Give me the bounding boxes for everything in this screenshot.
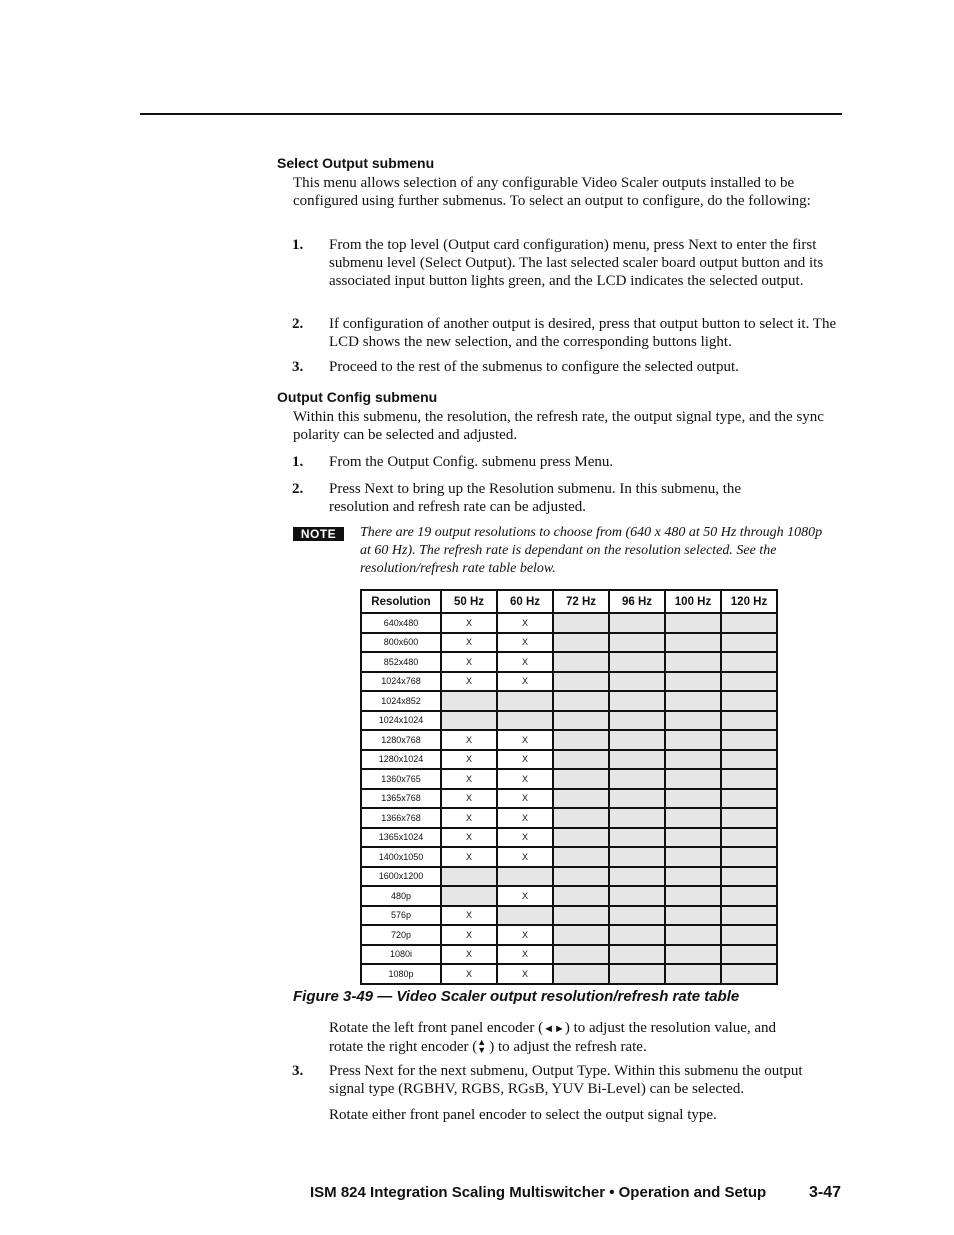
rate-cell xyxy=(721,964,777,984)
rate-cell xyxy=(553,789,609,809)
table-row xyxy=(361,769,777,789)
rate-cell xyxy=(553,847,609,867)
step-text: From the top level (Output card configuration) menu, press Next to enter the first submenu level (Select Output). The last selected scaler board output button and its associated input button lights green, and the LCD indicates the selected output. xyxy=(329,237,824,289)
table-row xyxy=(361,886,777,906)
rate-cell xyxy=(553,808,609,828)
rate-cell xyxy=(609,750,665,770)
table-row xyxy=(361,925,777,945)
resolution-cell: 480p xyxy=(361,886,441,906)
rate-cell xyxy=(553,730,609,750)
rate-cell xyxy=(609,906,665,926)
rate-cell: X xyxy=(497,925,553,945)
note-text: There are 19 output resolutions to choose from (640 x 480 at 50 Hz through 1080p at 60 Hz). The refresh rate is dependant on the resolution selected. See the resolution/refresh rate table below. xyxy=(360,525,823,576)
rate-cell: X xyxy=(441,672,497,692)
step-text: If configuration of another output is desired, press that output button to select it. The LCD shows the new selection, and the corresponding buttons light. xyxy=(329,316,837,350)
rotate-text: ) to adjust the refresh rate. xyxy=(489,1039,647,1055)
rate-cell: X xyxy=(441,847,497,867)
rate-cell xyxy=(609,828,665,848)
rate-cell xyxy=(609,925,665,945)
step-number: 1. xyxy=(292,454,304,470)
rate-cell xyxy=(497,906,553,926)
resolution-cell: 800x600 xyxy=(361,633,441,653)
rate-cell: X xyxy=(497,964,553,984)
rotate-text: Rotate the left front panel encoder ( xyxy=(329,1020,544,1036)
page-number: 3-47 xyxy=(809,1184,842,1201)
column-header: Resolution xyxy=(361,590,441,613)
section-intro-select-output: This menu allows selection of any configurable Video Scaler outputs installed to be configured using further submenus. To select an output to configure, do the following: xyxy=(293,175,811,209)
resolution-refresh-table xyxy=(360,589,778,985)
resolution-cell: 1366x768 xyxy=(361,808,441,828)
rate-cell: X xyxy=(441,906,497,926)
rate-cell xyxy=(497,711,553,731)
rate-cell: X xyxy=(441,808,497,828)
rate-cell: X xyxy=(497,769,553,789)
rate-cell xyxy=(553,925,609,945)
rate-cell xyxy=(721,789,777,809)
rate-cell xyxy=(665,964,721,984)
rate-cell xyxy=(609,847,665,867)
rate-cell xyxy=(553,633,609,653)
rate-cell: X xyxy=(497,730,553,750)
rate-cell xyxy=(609,769,665,789)
left-right-arrows-icon: ◄► xyxy=(543,1023,565,1035)
table-row xyxy=(361,867,777,887)
rate-cell xyxy=(553,945,609,965)
table-row xyxy=(361,672,777,692)
rate-cell xyxy=(609,711,665,731)
rate-cell xyxy=(665,769,721,789)
column-header: 72 Hz xyxy=(553,590,609,613)
rate-cell xyxy=(441,711,497,731)
rate-cell xyxy=(721,750,777,770)
resolution-cell: 720p xyxy=(361,925,441,945)
rate-cell xyxy=(721,711,777,731)
table-row xyxy=(361,964,777,984)
rate-cell xyxy=(721,769,777,789)
step-number: 2. xyxy=(292,316,304,332)
table-row xyxy=(361,711,777,731)
rate-cell xyxy=(609,945,665,965)
rate-cell xyxy=(665,613,721,633)
rate-cell xyxy=(665,691,721,711)
rate-cell xyxy=(665,945,721,965)
rate-cell xyxy=(665,828,721,848)
rate-cell xyxy=(721,633,777,653)
rotate-text: rotate the right encoder ( xyxy=(329,1039,478,1055)
rate-cell xyxy=(553,652,609,672)
rate-cell xyxy=(665,711,721,731)
step-text: Press Next for the next submenu, Output Type. Within this submenu the output signal type (RGBHV, RGBS, RGsB, YUV Bi-Level) can be selected. xyxy=(329,1063,803,1097)
rate-cell xyxy=(609,691,665,711)
rate-cell xyxy=(609,652,665,672)
rate-cell: X xyxy=(441,925,497,945)
rate-cell xyxy=(721,730,777,750)
rate-cell xyxy=(553,906,609,926)
rate-cell xyxy=(721,828,777,848)
rate-cell: X xyxy=(441,613,497,633)
rate-cell xyxy=(609,672,665,692)
rate-cell xyxy=(721,867,777,887)
rate-cell xyxy=(441,691,497,711)
rate-cell: X xyxy=(497,750,553,770)
rate-cell xyxy=(665,925,721,945)
rate-cell xyxy=(553,613,609,633)
resolution-cell: 852x480 xyxy=(361,652,441,672)
final-instruction: Rotate either front panel encoder to select the output signal type. xyxy=(329,1107,717,1123)
table-row xyxy=(361,828,777,848)
section-intro-output-config: Within this submenu, the resolution, the refresh rate, the output signal type, and the sync polarity can be selected and adjusted. xyxy=(293,409,824,443)
step-number: 3. xyxy=(292,1063,304,1079)
resolution-cell: 1365x768 xyxy=(361,789,441,809)
rate-cell xyxy=(553,672,609,692)
rate-cell xyxy=(553,964,609,984)
table-row xyxy=(361,730,777,750)
rate-cell xyxy=(665,633,721,653)
rate-cell xyxy=(497,867,553,887)
rate-cell: X xyxy=(497,886,553,906)
resolution-cell: 1600x1200 xyxy=(361,867,441,887)
step-text: Press Next to bring up the Resolution submenu. In this submenu, the resolution and refresh rate can be adjusted. xyxy=(329,481,742,515)
rate-cell xyxy=(721,906,777,926)
resolution-cell: 576p xyxy=(361,906,441,926)
resolution-cell: 1024x1024 xyxy=(361,711,441,731)
section-heading-output-config: Output Config submenu xyxy=(277,389,438,405)
rate-cell xyxy=(721,925,777,945)
rate-cell: X xyxy=(441,652,497,672)
rate-cell xyxy=(609,613,665,633)
resolution-cell: 1365x1024 xyxy=(361,828,441,848)
table-row xyxy=(361,633,777,653)
rate-cell: X xyxy=(497,789,553,809)
rate-cell xyxy=(721,808,777,828)
up-down-arrows-icon: ▲▼ xyxy=(477,1037,487,1055)
rate-cell xyxy=(497,691,553,711)
resolution-cell: 1280x768 xyxy=(361,730,441,750)
rate-cell: X xyxy=(497,633,553,653)
rotate-text: ) to adjust the resolution value, and xyxy=(564,1020,777,1036)
rate-cell xyxy=(665,886,721,906)
rate-cell xyxy=(665,808,721,828)
rate-cell xyxy=(553,750,609,770)
top-rule xyxy=(140,113,842,115)
rate-cell xyxy=(665,867,721,887)
rate-cell xyxy=(441,886,497,906)
rate-cell xyxy=(721,652,777,672)
rate-cell xyxy=(665,652,721,672)
rate-cell xyxy=(441,867,497,887)
rate-cell: X xyxy=(441,633,497,653)
rate-cell xyxy=(553,711,609,731)
table-row xyxy=(361,613,777,633)
rate-cell xyxy=(609,867,665,887)
rate-cell xyxy=(721,847,777,867)
resolution-cell: 1400x1050 xyxy=(361,847,441,867)
rate-cell xyxy=(721,945,777,965)
table-row xyxy=(361,945,777,965)
resolution-cell: 640x480 xyxy=(361,613,441,633)
resolution-cell: 1024x768 xyxy=(361,672,441,692)
rate-cell xyxy=(609,633,665,653)
column-header: 96 Hz xyxy=(609,590,665,613)
rate-cell: X xyxy=(441,964,497,984)
rate-cell xyxy=(609,730,665,750)
rate-cell xyxy=(553,886,609,906)
table-row xyxy=(361,847,777,867)
table-row xyxy=(361,789,777,809)
rate-cell: X xyxy=(441,750,497,770)
rate-cell: X xyxy=(441,730,497,750)
resolution-cell: 1080i xyxy=(361,945,441,965)
rate-cell: X xyxy=(497,672,553,692)
rate-cell: X xyxy=(441,828,497,848)
table-body xyxy=(361,613,777,984)
column-header: 120 Hz xyxy=(721,590,777,613)
rate-cell xyxy=(665,730,721,750)
resolution-cell: 1080p xyxy=(361,964,441,984)
table-row xyxy=(361,691,777,711)
rate-cell xyxy=(553,769,609,789)
step-number: 1. xyxy=(292,237,304,253)
rate-cell: X xyxy=(497,847,553,867)
column-header: 50 Hz xyxy=(441,590,497,613)
column-header: 100 Hz xyxy=(665,590,721,613)
table-header-row xyxy=(361,590,777,613)
rate-cell xyxy=(665,789,721,809)
rate-cell: X xyxy=(441,769,497,789)
rate-cell xyxy=(609,964,665,984)
rate-cell xyxy=(721,613,777,633)
table-row xyxy=(361,906,777,926)
rate-cell xyxy=(665,672,721,692)
rate-cell xyxy=(721,691,777,711)
step-text: Proceed to the rest of the submenus to configure the selected output. xyxy=(329,359,739,375)
table-row xyxy=(361,808,777,828)
rate-cell xyxy=(609,886,665,906)
section-heading-select-output: Select Output submenu xyxy=(277,155,435,171)
rate-cell xyxy=(665,750,721,770)
rate-cell xyxy=(609,808,665,828)
rate-cell: X xyxy=(497,828,553,848)
rate-cell xyxy=(553,691,609,711)
rate-cell xyxy=(721,886,777,906)
step-number: 2. xyxy=(292,481,304,497)
rate-cell xyxy=(609,789,665,809)
step-number: 3. xyxy=(292,359,304,375)
rate-cell xyxy=(665,906,721,926)
rate-cell xyxy=(553,828,609,848)
rotate-instruction xyxy=(329,1019,849,1056)
rate-cell: X xyxy=(497,808,553,828)
table-row xyxy=(361,750,777,770)
rate-cell: X xyxy=(497,613,553,633)
resolution-cell: 1280x1024 xyxy=(361,750,441,770)
rate-cell: X xyxy=(497,945,553,965)
step-text: From the Output Config. submenu press Menu. xyxy=(329,454,614,470)
rate-cell: X xyxy=(497,652,553,672)
resolution-cell: 1024x852 xyxy=(361,691,441,711)
rate-cell xyxy=(553,867,609,887)
column-header: 60 Hz xyxy=(497,590,553,613)
note-badge: NOTE xyxy=(293,527,344,541)
figure-caption: Figure 3-49 — Video Scaler output resolution/refresh rate table xyxy=(293,988,740,1005)
table-row xyxy=(361,652,777,672)
rate-cell: X xyxy=(441,789,497,809)
rate-cell xyxy=(665,847,721,867)
resolution-cell: 1360x765 xyxy=(361,769,441,789)
footer-title: ISM 824 Integration Scaling Multiswitcher • Operation and Setup xyxy=(310,1184,767,1201)
rate-cell xyxy=(721,672,777,692)
rate-cell: X xyxy=(441,945,497,965)
